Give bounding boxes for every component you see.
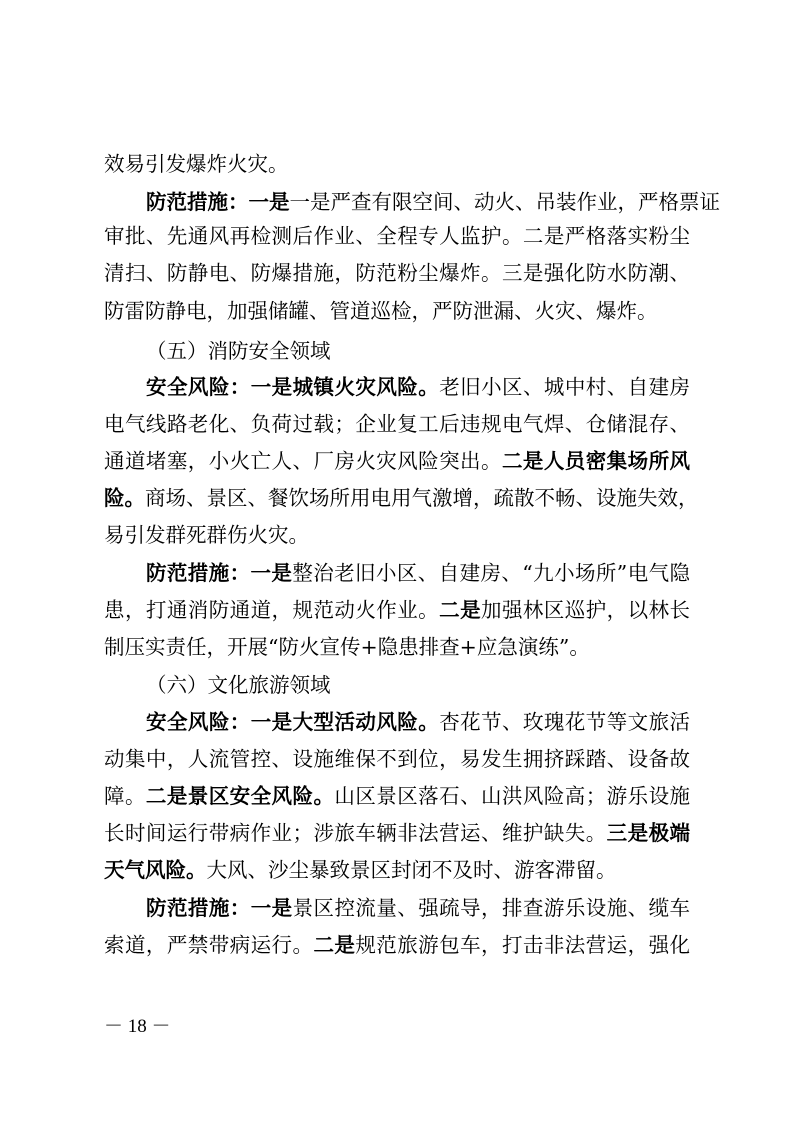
paragraph-line: 效易引发爆炸火灾。 bbox=[104, 152, 289, 176]
paragraph-line: 易引发群死群伤火灾。 bbox=[104, 523, 309, 547]
paragraph-line: 安全风险：一是城镇火灾风险。老旧小区、城中村、自建房 bbox=[146, 375, 691, 399]
paragraph-line: 障。二是景区安全风险。山区景区落石、山洪风险高；游乐设施 bbox=[104, 784, 691, 808]
paragraph-line: 清扫、防静电、防爆措施，防范粉尘爆炸。三是强化防水防潮、 bbox=[104, 261, 690, 285]
paragraph-line: 防范措施：一是景区控流量、强疏导，排查游乐设施、缆车 bbox=[146, 896, 691, 920]
bold-term: 极端 bbox=[648, 821, 691, 845]
paragraph-line: 天气风险。大风、沙尘暴致景区封闭不及时、游客滞留。 bbox=[104, 858, 617, 882]
bold-term: 防范措施： bbox=[146, 896, 251, 920]
paragraph-line: 通道堵塞，小火亡人、厂房火灾风险突出。二是人员密集场所风 bbox=[104, 449, 691, 473]
section-heading: （六）文化旅游领域 bbox=[146, 673, 331, 697]
bold-term: 三是 bbox=[606, 821, 649, 845]
bold-term: 景区安全风险。 bbox=[187, 784, 335, 808]
paragraph-line: 防范措施：一是一是严查有限空间、动火、吊装作业，严格票证 bbox=[146, 190, 720, 214]
bold-term: 二是 bbox=[501, 449, 544, 473]
page-number: － 18 － bbox=[104, 1016, 171, 1037]
bold-term: 大型活动风险。 bbox=[292, 710, 440, 734]
section-heading: （五）消防安全领域 bbox=[146, 339, 331, 363]
bold-term: 二是 bbox=[313, 933, 356, 957]
bold-term: 一是 bbox=[250, 710, 293, 734]
paragraph-line: 防范措施：一是整治老旧小区、自建房、“九小场所”电气隐 bbox=[146, 561, 690, 585]
paragraph-line: 审批、先通风再检测后作业、全程专人监护。二是严格落实粉尘 bbox=[104, 224, 690, 248]
bold-term: 一是 bbox=[250, 561, 293, 585]
bold-term: 安全风险： bbox=[146, 710, 251, 734]
bold-term: 安全风险： bbox=[146, 375, 251, 399]
bold-term: 二是 bbox=[145, 784, 188, 808]
bold-term: 天气风险。 bbox=[104, 858, 207, 882]
paragraph-line: 制压实责任，开展“防火宣传+隐患排查+应急演练”。 bbox=[104, 635, 590, 659]
paragraph-line: 长时间运行带病作业；涉旅车辆非法营运、维护缺失。三是极端 bbox=[104, 821, 691, 845]
bold-term: 城镇火灾风险。 bbox=[292, 375, 440, 399]
bold-term: 二是 bbox=[439, 598, 482, 622]
paragraph-line: 险。商场、景区、餐饮场所用电用气激增，疏散不畅、设施失效， bbox=[104, 486, 699, 510]
paragraph-line: 动集中，人流管控、设施维保不到位，易发生拥挤踩踏、设备故 bbox=[104, 747, 690, 771]
paragraph-line: 安全风险：一是大型活动风险。杏花节、玫瑰花节等文旅活 bbox=[146, 710, 691, 734]
bold-term: 防范措施： bbox=[146, 561, 251, 585]
bold-term: 险。 bbox=[104, 486, 145, 510]
bold-term: 防范措施： bbox=[146, 190, 249, 214]
bold-term: 一是 bbox=[248, 190, 290, 214]
paragraph-line: 电气线路老化、负荷过载；企业复工后违规电气焊、仓储混存、 bbox=[104, 412, 690, 436]
bold-term: 一是 bbox=[250, 896, 293, 920]
bold-term: 一是 bbox=[250, 375, 293, 399]
paragraph-line: 索道，严禁带病运行。二是规范旅游包车，打击非法营运，强化 bbox=[104, 933, 691, 957]
paragraph-line: 患，打通消防通道，规范动火作业。二是加强林区巡护，以林长 bbox=[104, 598, 691, 622]
bold-term: 人员密集场所风 bbox=[543, 449, 691, 473]
paragraph-line: 防雷防静电，加强储罐、管道巡检，严防泄漏、火灾、爆炸。 bbox=[104, 299, 658, 323]
